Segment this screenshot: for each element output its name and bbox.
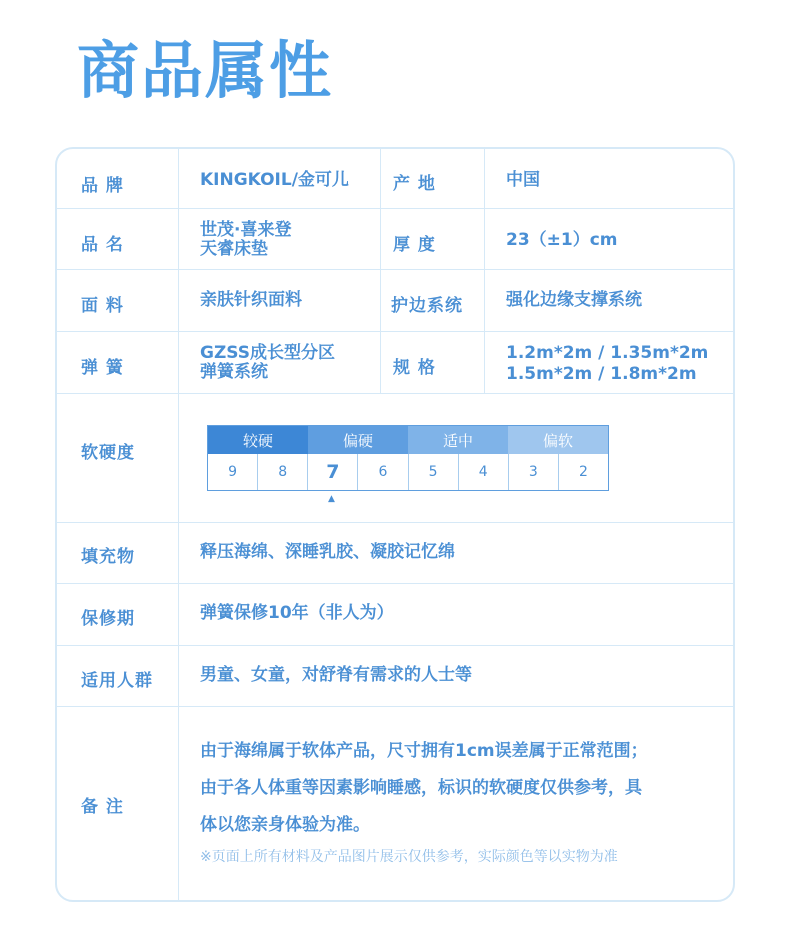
edge-value: 强化边缘支撑系统 [506, 290, 642, 310]
row-divider [57, 269, 733, 270]
page-title: 商品属性 [77, 34, 334, 107]
fabric-value: 亲肤针织面料 [200, 290, 302, 310]
size-value-line2: 1.5m*2m / 1.8m*2m [506, 364, 697, 384]
column-divider [484, 149, 485, 393]
name-value-line1: 世茂·喜来登 [200, 220, 292, 240]
spring-label: 弹 簧 [81, 358, 124, 378]
warranty-label: 保修期 [81, 609, 135, 629]
name-value-line2: 天睿床垫 [200, 239, 268, 259]
remark-line: 体以您亲身体验为准。 [200, 815, 370, 835]
fabric-label: 面 料 [81, 296, 124, 316]
thickness-value: 23（±1）cm [506, 230, 618, 250]
row-divider [57, 583, 733, 584]
brand-label: 品 牌 [81, 176, 124, 196]
filling-label: 填充物 [81, 547, 135, 567]
row-divider [57, 522, 733, 523]
hardness-level: 适中 [408, 426, 508, 454]
remark-label: 备 注 [81, 797, 124, 817]
hardness-number: 6 [357, 454, 407, 490]
hardness-numbers [208, 454, 608, 490]
thickness-label: 厚 度 [393, 235, 436, 255]
audience-value: 男童、女童，对舒脊有需求的人士等 [200, 665, 472, 685]
brand-value: KINGKOIL/金可儿 [200, 170, 349, 190]
row-divider [57, 706, 733, 707]
row-divider [57, 208, 733, 209]
row-divider [57, 645, 733, 646]
origin-label: 产 地 [393, 174, 436, 194]
hardness-number: 8 [257, 454, 307, 490]
remark-line: 由于各人体重等因素影响睡感，标识的软硬度仅供参考，具 [200, 778, 642, 798]
audience-label: 适用人群 [81, 671, 153, 691]
hardness-marker-icon: ▲ [328, 494, 335, 504]
column-divider [178, 149, 179, 900]
attribute-table [55, 147, 735, 902]
name-label: 品 名 [81, 235, 124, 255]
hardness-level: 偏硬 [308, 426, 408, 454]
filling-value: 释压海绵、深睡乳胶、凝胶记忆绵 [200, 542, 455, 562]
hardness-number: 9 [228, 464, 238, 480]
hardness-level: 偏软 [508, 426, 608, 454]
spring-value-line1: GZSS成长型分区 [200, 343, 336, 363]
column-divider [380, 149, 381, 393]
size-value-line1: 1.2m*2m / 1.35m*2m [506, 343, 709, 363]
spring-value-line2: 弹簧系统 [200, 362, 268, 382]
hardness-number: 4 [458, 454, 508, 490]
hardness-number: 3 [508, 454, 558, 490]
hardness-number: 7 [307, 454, 357, 490]
row-divider [57, 331, 733, 332]
size-label: 规 格 [393, 358, 436, 378]
disclaimer-note: ※页面上所有材料及产品图片展示仅供参考，实际颜色等以实物为准 [200, 849, 618, 865]
edge-label: 护边系统 [391, 296, 463, 316]
origin-value: 中国 [506, 170, 540, 190]
row-divider [57, 393, 733, 394]
hardness-number: 5 [408, 454, 458, 490]
warranty-value: 弹簧保修10年（非人为） [200, 603, 394, 623]
hardness-scale [207, 425, 609, 491]
hardness-levels [208, 426, 608, 454]
hardness-level: 较硬 [208, 426, 308, 454]
hardness-number: 2 [558, 454, 608, 490]
remark-line: 由于海绵属于软体产品，尺寸拥有1cm误差属于正常范围； [200, 741, 648, 761]
hardness-label: 软硬度 [81, 443, 135, 463]
